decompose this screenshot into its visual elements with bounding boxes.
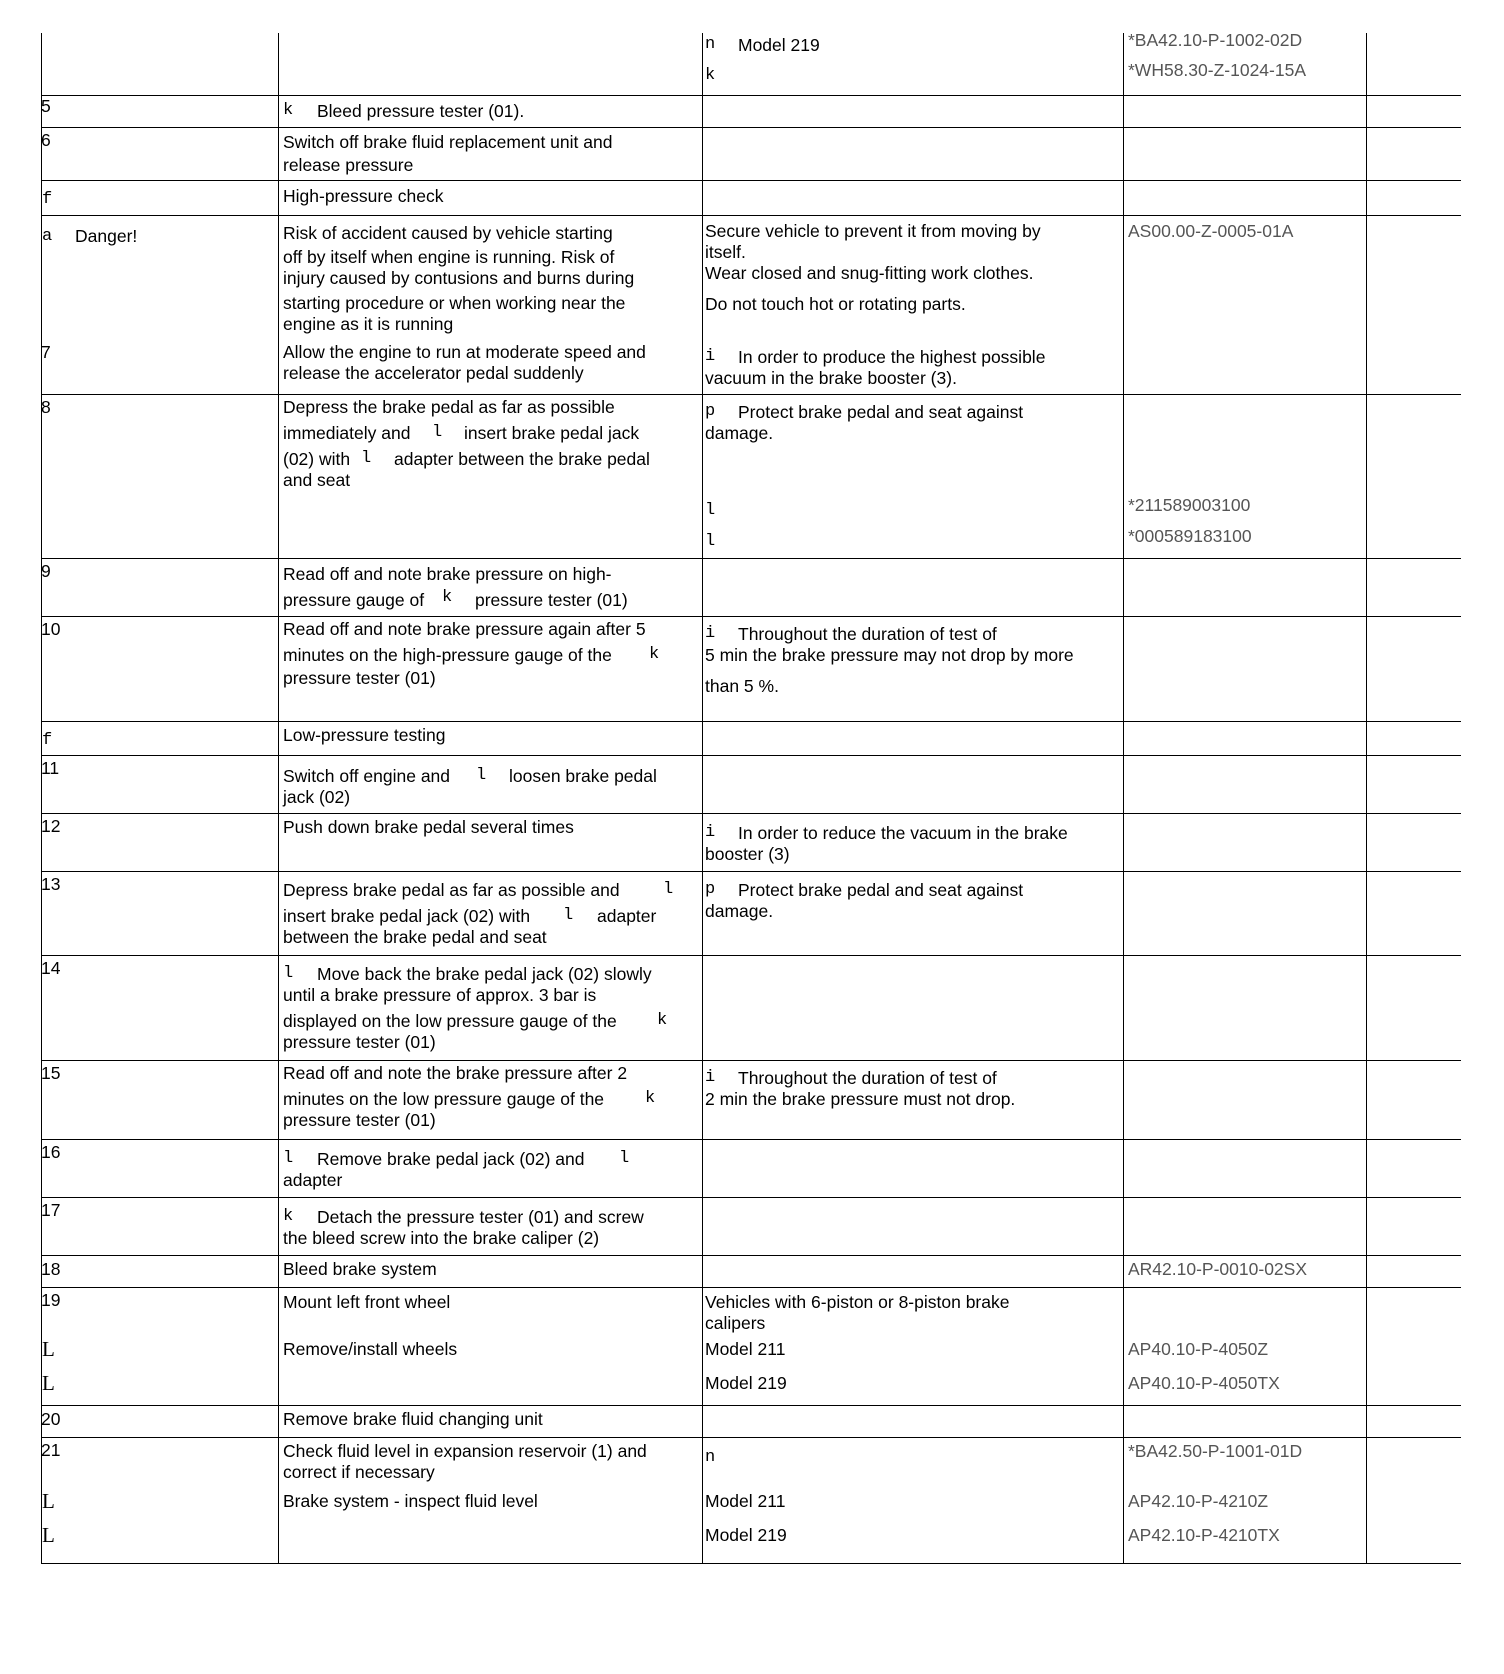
note-text: Model 219 (705, 1525, 787, 1545)
warning-symbol: a (42, 227, 53, 246)
step-number: 10 (41, 619, 61, 639)
note-text: damage. (705, 423, 774, 443)
step-number: 11 (41, 758, 60, 778)
link-symbol: L (42, 1337, 55, 1361)
table-row (41, 872, 1461, 956)
table-row (41, 1438, 1461, 1564)
section-symbol: f (42, 190, 53, 209)
step-text: minutes on the high-pressure gauge of the (283, 645, 612, 665)
symbol: n (705, 35, 716, 54)
reference-link[interactable]: AR42.10-P-0010-02SX (1128, 1259, 1307, 1279)
note-text: Secure vehicle to prevent it from moving by (705, 221, 1041, 241)
protect-symbol: p (705, 402, 716, 421)
symbol: l (705, 501, 716, 520)
step-text: Push down brake pedal several times (283, 817, 574, 837)
protect-symbol: p (705, 880, 716, 899)
step-number: 13 (41, 874, 61, 894)
step-number: 6 (41, 130, 51, 150)
table-row (41, 1198, 1461, 1256)
note-text: 2 min the brake pressure must not drop. (705, 1089, 1016, 1109)
step-text: off by itself when engine is running. Risk of (283, 247, 615, 267)
step-text: pressure tester (01) (283, 1110, 436, 1130)
symbol: k (657, 1011, 668, 1030)
symbol: l (563, 906, 574, 925)
note-text: damage. (705, 901, 774, 921)
step-text: Switch off brake fluid replacement unit and (283, 132, 613, 152)
symbol: l (432, 423, 443, 442)
step-text: Bleed pressure tester (01). (317, 101, 525, 121)
table-row (41, 559, 1461, 617)
symbol: k (649, 645, 660, 664)
step-number: 17 (41, 1200, 61, 1220)
step-number: 14 (41, 958, 61, 978)
table-row (41, 181, 1461, 216)
note-text: Protect brake pedal and seat against (738, 880, 1024, 900)
step-text: Remove brake pedal jack (02) and (317, 1149, 585, 1169)
step-number: 15 (41, 1063, 61, 1083)
step-text: Depress the brake pedal as far as possible (283, 397, 615, 417)
step-text: pressure tester (01) (283, 1032, 436, 1052)
step-number: 21 (41, 1440, 61, 1460)
note-text: 5 min the brake pressure may not drop by more (705, 645, 1074, 665)
section-symbol: f (42, 731, 53, 750)
step-text: jack (02) (283, 787, 351, 807)
note-text: Model 211 (705, 1491, 786, 1511)
step-number: 19 (41, 1290, 61, 1310)
step-text: Bleed brake system (283, 1259, 437, 1279)
step-text: between the brake pedal and seat (283, 927, 547, 947)
section-heading: Low-pressure testing (283, 725, 446, 745)
step-text: starting procedure or when working near the (283, 293, 626, 313)
symbol: l (705, 532, 716, 551)
step-text: correct if necessary (283, 1462, 435, 1482)
note-text: Do not touch hot or rotating parts. (705, 294, 966, 314)
note-text: In order to reduce the vacuum in the brake (738, 823, 1068, 843)
reference-link[interactable]: AS00.00-Z-0005-01A (1128, 221, 1294, 241)
note-text: Model 219 (705, 1373, 787, 1393)
reference-link[interactable]: *BA42.50-P-1001-01D (1128, 1441, 1303, 1461)
step-text: Depress brake pedal as far as possible and (283, 880, 620, 900)
symbol: l (283, 1149, 294, 1168)
step-text: release the accelerator pedal suddenly (283, 363, 584, 383)
step-text: Remove brake fluid changing unit (283, 1409, 543, 1429)
reference-link[interactable]: AP42.10-P-4210TX (1128, 1525, 1280, 1545)
table-row (41, 128, 1461, 181)
table-row (41, 1061, 1461, 1140)
step-text: and seat (283, 470, 351, 490)
symbol: n (705, 1448, 716, 1467)
table-row (41, 216, 1461, 395)
step-number: 20 (41, 1409, 61, 1429)
table-row (41, 1288, 1461, 1406)
step-text: adapter between the brake pedal (394, 449, 650, 469)
link-text[interactable]: Brake system - inspect fluid level (283, 1491, 538, 1511)
symbol: k (442, 588, 453, 607)
reference-link[interactable]: *211589003100 (1128, 495, 1251, 515)
symbol: l (476, 766, 487, 785)
reference-link[interactable]: AP40.10-P-4050Z (1128, 1339, 1269, 1359)
step-text: adapter (283, 1170, 343, 1190)
step-number: 7 (41, 342, 51, 362)
step-text: Detach the pressure tester (01) and screw (317, 1207, 644, 1227)
note-text: Vehicles with 6-piston or 8-piston brake (705, 1292, 1010, 1312)
info-symbol: i (705, 624, 716, 643)
table-row (41, 814, 1461, 872)
note-text: booster (3) (705, 844, 790, 864)
note-text: itself. (705, 242, 746, 262)
symbol: k (705, 66, 716, 85)
step-number: 12 (41, 816, 61, 836)
step-text: Mount left front wheel (283, 1292, 451, 1312)
step-text: Switch off engine and (283, 766, 451, 786)
table-row (41, 756, 1461, 814)
table-row (41, 617, 1461, 722)
table-row (41, 1140, 1461, 1198)
step-text: Read off and note brake pressure on high- (283, 564, 612, 584)
step-text: Risk of accident caused by vehicle starting (283, 223, 613, 243)
symbol: k (283, 1207, 294, 1226)
note-text: Model 211 (705, 1339, 786, 1359)
step-text: (02) with (283, 449, 351, 469)
link-symbol: L (42, 1523, 55, 1547)
note-text: Throughout the duration of test of (738, 1068, 997, 1088)
repair-instructions-table (41, 30, 1461, 1564)
step-number: 9 (41, 561, 51, 581)
link-symbol: L (42, 1371, 55, 1395)
table-row (41, 722, 1461, 756)
step-text: displayed on the low pressure gauge of the (283, 1011, 617, 1031)
step-text: engine as it is running (283, 314, 454, 334)
step-number: 16 (41, 1142, 61, 1162)
symbol: l (361, 449, 372, 468)
step-text: the bleed screw into the brake caliper (2) (283, 1228, 600, 1248)
step-text: insert brake pedal jack (02) with (283, 906, 531, 926)
reference-link[interactable]: AP42.10-P-4210Z (1128, 1491, 1269, 1511)
step-number: 8 (41, 397, 51, 417)
symbol: l (619, 1149, 630, 1168)
step-number: 5 (41, 96, 51, 116)
step-text: injury caused by contusions and burns during (283, 268, 635, 288)
table-row (41, 956, 1461, 1061)
info-symbol: i (705, 347, 716, 366)
link-symbol: L (42, 1489, 55, 1513)
note-text: Protect brake pedal and seat against (738, 402, 1024, 422)
step-text: pressure tester (01) (475, 590, 628, 610)
table-row (41, 30, 1461, 96)
info-symbol: i (705, 1068, 716, 1087)
step-text: Check fluid level in expansion reservoir (1) and (283, 1441, 647, 1461)
note-text: In order to produce the highest possible (738, 347, 1046, 367)
link-text[interactable]: Remove/install wheels (283, 1339, 458, 1359)
step-text: Allow the engine to run at moderate speed and (283, 342, 646, 362)
table-row (41, 395, 1461, 559)
note-text: Throughout the duration of test of (738, 624, 997, 644)
step-text: release pressure (283, 155, 414, 175)
step-text: Read off and note brake pressure again after 5 (283, 619, 646, 639)
reference-link[interactable]: AP40.10-P-4050TX (1128, 1373, 1280, 1393)
step-text: minutes on the low pressure gauge of the (283, 1089, 605, 1109)
note-text: Model 219 (738, 35, 820, 55)
note-text: calipers (705, 1313, 766, 1333)
step-text: insert brake pedal jack (464, 423, 640, 443)
step-text: Read off and note the brake pressure after 2 (283, 1063, 628, 1083)
symbol: l (663, 880, 674, 899)
symbol: k (283, 101, 294, 120)
step-text: until a brake pressure of approx. 3 bar is (283, 985, 597, 1005)
table-row (41, 96, 1461, 128)
table-row (41, 1256, 1461, 1288)
note-text: vacuum in the brake booster (3). (705, 368, 957, 388)
symbol: l (283, 964, 294, 983)
section-heading: High-pressure check (283, 186, 444, 206)
table-row (41, 1406, 1461, 1438)
step-text: Move back the brake pedal jack (02) slowly (317, 964, 652, 984)
reference-link[interactable]: *000589183100 (1128, 526, 1252, 546)
step-text: loosen brake pedal (509, 766, 657, 786)
step-text: pressure gauge of (283, 590, 425, 610)
step-text: pressure tester (01) (283, 668, 436, 688)
reference-link[interactable]: *WH58.30-Z-1024-15A (1128, 60, 1306, 80)
step-text: immediately and (283, 423, 411, 443)
step-text: adapter (597, 906, 657, 926)
step-number: 18 (41, 1259, 61, 1279)
danger-label: Danger! (75, 226, 138, 246)
reference-link[interactable]: *BA42.10-P-1002-02D (1128, 30, 1303, 50)
info-symbol: i (705, 823, 716, 842)
note-text: than 5 %. (705, 676, 779, 696)
symbol: k (645, 1089, 656, 1108)
note-text: Wear closed and snug-fitting work clothes. (705, 263, 1034, 283)
